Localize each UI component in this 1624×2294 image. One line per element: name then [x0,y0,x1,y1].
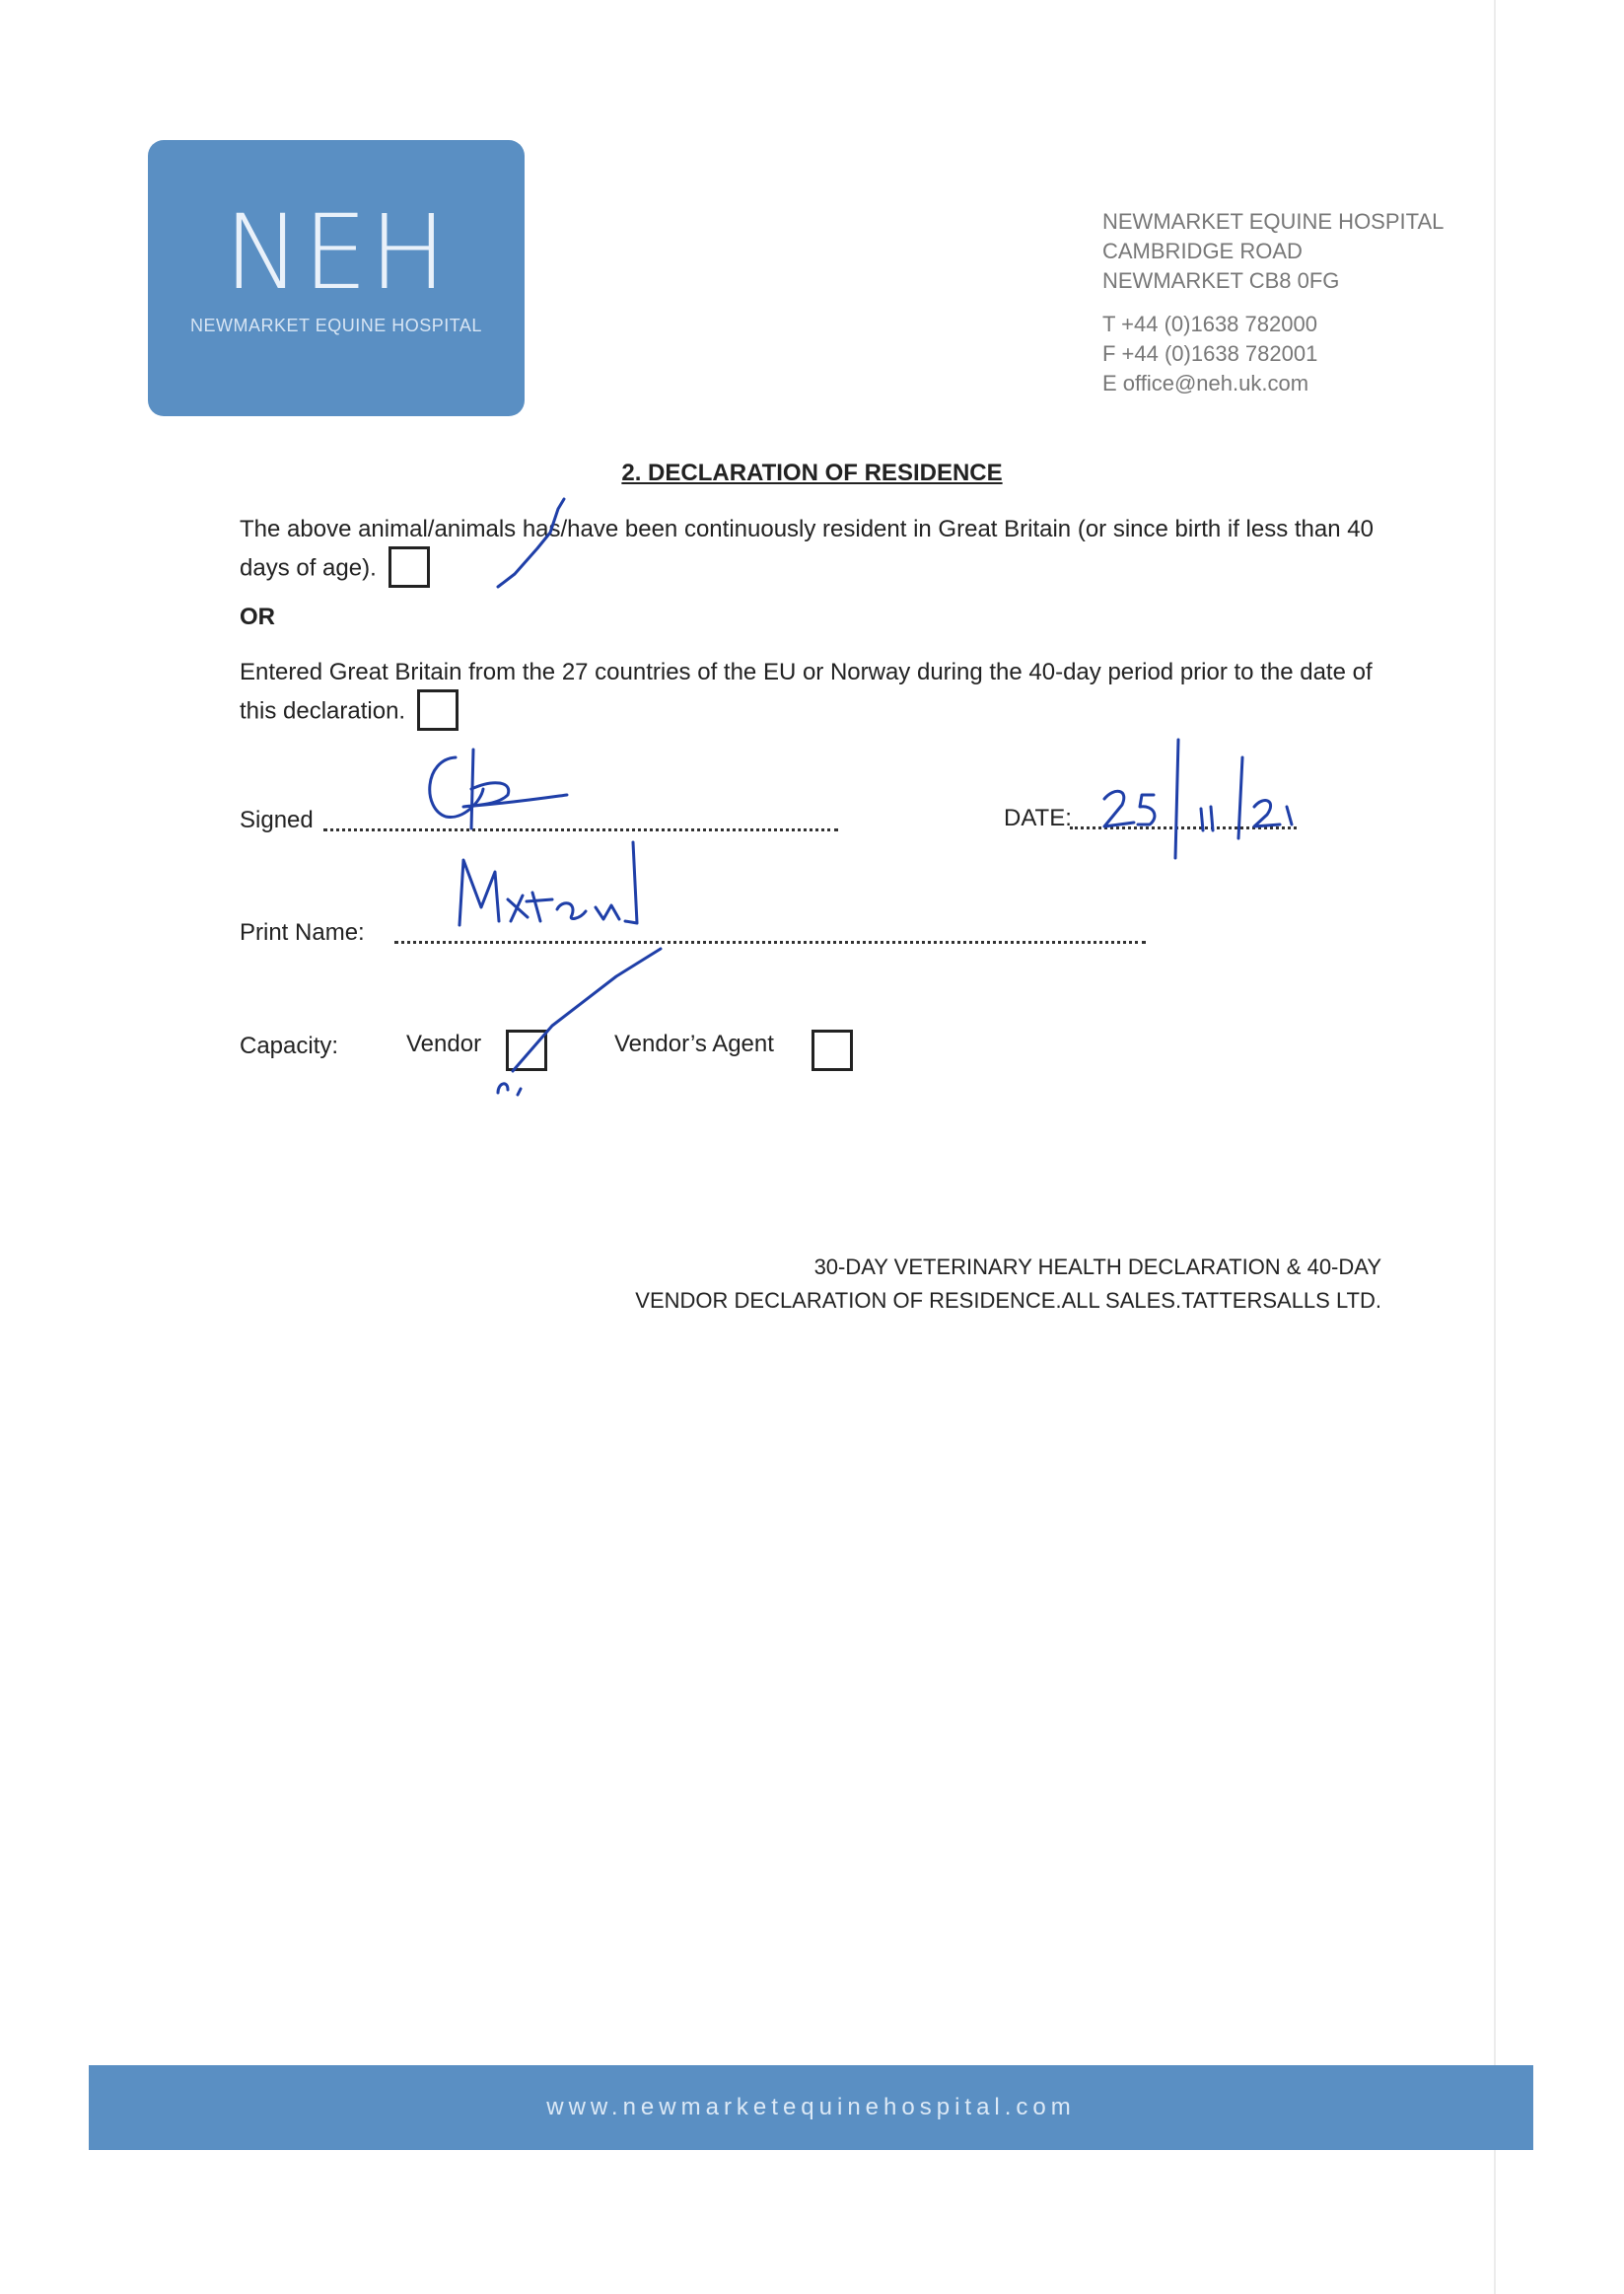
option-1-text: The above animal/animals has/have been continuously resident in Great Britain (or since birth if less than 40 days of age). [240,516,1374,582]
vendor-agent-label: Vendor’s Agent [614,1031,774,1057]
footer-note-line-2: VENDOR DECLARATION OF RESIDENCE.ALL SALES.TATTERSALLS LTD. [635,1288,1381,1313]
vendor-agent-checkbox[interactable] [812,1030,853,1071]
entered-gb-checkbox[interactable] [417,689,459,731]
option-entered-gb [240,654,1413,733]
signature-mark [430,750,567,828]
capacity-label: Capacity: [240,1033,339,1059]
address-line: CAMBRIDGE ROAD [1102,239,1303,263]
vendor-label: Vendor [406,1031,482,1057]
date-label: DATE: [1004,805,1072,831]
logo-mark: NEH [224,192,449,313]
contact-block [1102,310,1317,398]
option-2-text: Entered Great Britain from the 27 countries of the EU or Norway during the 40-day period prior to the date of this declaration. [240,659,1373,725]
section-heading: 2. DECLARATION OF RESIDENCE [621,460,1003,486]
date-handwriting [1104,740,1292,858]
address-line: NEWMARKET EQUINE HOSPITAL [1102,209,1445,234]
print-name-label: Print Name: [240,919,365,946]
address-block [1102,207,1444,296]
website-url[interactable]: www.newmarketequinehospital.com [546,2094,1076,2120]
date-line[interactable] [1070,826,1297,829]
or-label: OR [240,604,275,630]
residence-checkbox[interactable] [388,546,430,588]
address-line: NEWMARKET CB8 0FG [1102,268,1340,293]
signed-label: Signed [240,807,314,833]
website-band [89,2065,1533,2150]
print-name-handwriting [459,842,637,925]
option-continuous-residence [240,511,1413,590]
fax-number: F +44 (0)1638 782001 [1102,341,1318,366]
print-name-line[interactable] [394,941,1146,944]
footer-note-line-1: 30-DAY VETERINARY HEALTH DECLARATION & 40-DAY [813,1255,1381,1279]
signature-line[interactable] [323,828,838,831]
logo-subtitle: NEWMARKET EQUINE HOSPITAL [190,316,482,335]
email-address: E office@neh.uk.com [1102,371,1309,395]
vendor-checkbox[interactable] [506,1030,547,1071]
date-value [1085,888,1089,889]
footer-note [635,1251,1381,1318]
page-edge [1494,0,1496,2294]
neh-logo [148,140,525,416]
vendor-check-mark [498,949,661,1095]
phone-number: T +44 (0)1638 782000 [1102,312,1317,336]
